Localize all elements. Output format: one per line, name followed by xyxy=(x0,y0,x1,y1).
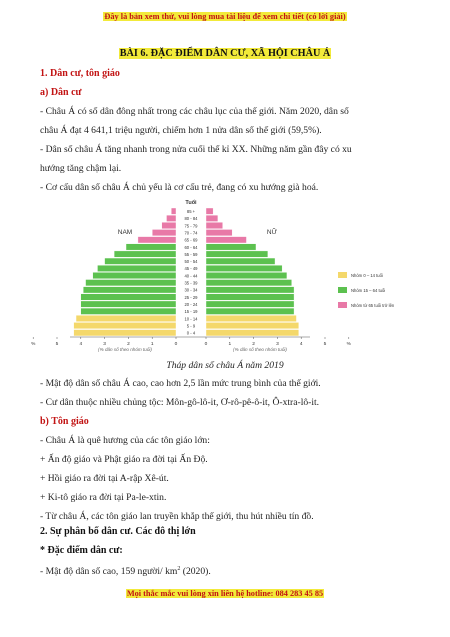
age-group-label: 85 + xyxy=(186,209,196,214)
x-axis xyxy=(31,337,352,347)
age-group-label: 10 - 14 xyxy=(184,316,198,322)
x-tick-label: 4 xyxy=(79,342,83,347)
male-bar xyxy=(83,287,176,293)
male-bar xyxy=(93,272,176,278)
x-tick-label: 1 xyxy=(228,342,232,347)
density-text: - Mật độ dân số cao, 159 người/ km xyxy=(40,566,178,578)
section2-subheading: * Đặc điểm dân cư: xyxy=(40,545,123,556)
document-title-text: BÀI 6. ĐẶC ĐIỂM DÂN CƯ, XÃ HỘI CHÂU Á xyxy=(119,48,331,59)
female-bar xyxy=(206,229,232,235)
legend-swatch xyxy=(338,287,347,293)
age-group-label: 0 - 4 xyxy=(186,330,196,336)
age-group-label: 15 - 19 xyxy=(184,309,198,315)
female-bar xyxy=(206,244,256,250)
text-line: - Châu Á có số dân đông nhất trong các châu lục của thế giới. Năm 2020, dân số xyxy=(40,106,349,117)
paragraph-religion-intro: - Châu Á là quê hương của các tôn giáo lớn: xyxy=(40,435,210,446)
male-bar xyxy=(74,322,176,328)
age-group-label: 50 - 54 xyxy=(184,259,198,265)
male-bar xyxy=(74,330,176,336)
age-group-label: 35 - 39 xyxy=(184,280,198,286)
legend-swatch xyxy=(338,272,347,278)
female-bar xyxy=(206,287,294,293)
female-bar xyxy=(206,308,294,314)
age-group-label: 60 - 64 xyxy=(184,244,198,250)
preview-notice-text: Đây là bản xem thử, vui lòng mua tài liệu để xem chi tiết (có lời giải) xyxy=(104,12,346,21)
male-bar xyxy=(126,244,176,250)
male-bar xyxy=(97,265,176,271)
x-tick-label: % xyxy=(346,342,351,347)
age-group-label: 40 - 44 xyxy=(184,273,198,279)
x-tick-label: 4 xyxy=(299,342,303,347)
section1-heading: 1. Dân cư, tôn giáo xyxy=(40,68,120,79)
x-tick-label: 3 xyxy=(276,342,279,347)
x-tick-label: 2 xyxy=(127,342,130,347)
x-tick-label: 5 xyxy=(55,342,59,347)
age-group-label: 55 - 59 xyxy=(184,251,198,257)
x-tick-label: 3 xyxy=(103,342,106,347)
text-line: - Dân số châu Á tăng nhanh trong nửa cuối thế kỉ XX. Những năm gần đây có xu xyxy=(40,144,352,155)
x-tick-label: 0 xyxy=(174,342,178,347)
female-bar xyxy=(206,301,294,307)
male-bar xyxy=(162,222,176,228)
paragraph-religion-spread: - Từ châu Á, các tôn giáo lan truyền khắp thế giới, thu hút nhiều tín đồ. xyxy=(40,511,314,522)
female-bar xyxy=(206,294,294,300)
female-bar xyxy=(206,258,275,264)
paragraph-density: - Mật độ dân số châu Á cao, cao hơn 2,5 lần mức trung bình của thế giới. xyxy=(40,378,321,389)
paragraph-population-2 xyxy=(40,140,415,178)
paragraph-population-3: - Cơ cấu dân số châu Á chủ yếu là cơ cấu trẻ, đang có xu hướng già hoá. xyxy=(40,182,319,193)
paragraph-islam: + Hồi giáo ra đời tại A-rập Xê-út. xyxy=(40,473,169,484)
paragraph-population-1 xyxy=(40,102,415,140)
legend-label: Nhóm 0 – 14 tuổi xyxy=(351,273,383,278)
x-tick-label: 0 xyxy=(204,342,208,347)
age-group-label: 80 - 84 xyxy=(184,216,198,222)
female-bar xyxy=(206,215,218,221)
chart-legend xyxy=(338,272,395,308)
paragraph-races: - Cư dân thuộc nhiều chủng tộc: Môn-gô-lô-it, Ơ-rô-pê-ô-it, Ô-xtra-lô-it. xyxy=(40,397,320,408)
document-title xyxy=(0,48,450,59)
preview-notice-banner xyxy=(0,12,450,21)
female-bar xyxy=(206,315,296,321)
legend-label: Nhóm 15 – 64 tuổi xyxy=(351,288,386,293)
age-labels xyxy=(184,209,198,336)
female-bar xyxy=(206,330,299,336)
chart-caption: Tháp dân số châu Á năm 2019 xyxy=(166,360,284,371)
x-tick-label: % xyxy=(31,342,36,347)
female-bar xyxy=(206,208,213,214)
female-label: NỮ xyxy=(266,229,278,236)
female-bar xyxy=(206,222,223,228)
age-group-label: 5 - 9 xyxy=(186,323,196,329)
male-bar xyxy=(86,280,176,286)
hotline-banner xyxy=(0,589,450,598)
subsection-b-heading: b) Tôn giáo xyxy=(40,416,89,427)
age-group-label: 20 - 24 xyxy=(184,301,198,307)
male-bar xyxy=(81,301,176,307)
male-bar xyxy=(81,308,176,314)
age-group-label: 65 - 69 xyxy=(184,237,198,243)
section2-heading: 2. Sự phân bố dân cư. Các đô thị lớn xyxy=(40,526,196,537)
paragraph-hinduism-buddhism: + Ấn độ giáo và Phật giáo ra đời tại Ấn Độ. xyxy=(40,454,208,465)
male-bar xyxy=(76,315,176,321)
text-line: châu Á đạt 4 641,1 triệu người, chiếm hơn 1 nửa dân số thế giới (59,5%). xyxy=(40,125,322,136)
density-year: (2020). xyxy=(180,566,211,578)
text-line: hướng tăng chậm lại. xyxy=(40,163,122,174)
x-tick-label: 1 xyxy=(150,342,154,347)
x-tick-label: 2 xyxy=(252,342,255,347)
age-group-label: 70 - 74 xyxy=(184,230,198,236)
subsection-a-heading: a) Dân cư xyxy=(40,87,82,98)
x-note-left: (% dân số theo nhóm tuổi) xyxy=(98,347,152,352)
male-bar xyxy=(114,251,176,257)
male-bar xyxy=(171,208,176,214)
female-bar xyxy=(206,265,282,271)
age-group-label: 45 - 49 xyxy=(184,266,198,272)
female-bar xyxy=(206,237,246,243)
female-bar xyxy=(206,251,268,257)
hotline-text: Mọi thắc mắc vui lòng xin liên hệ hotline: 084 283 45 85 xyxy=(126,589,324,598)
male-bar xyxy=(105,258,176,264)
female-bar xyxy=(206,272,287,278)
male-label: NAM xyxy=(117,229,133,236)
female-bar xyxy=(206,280,292,286)
age-group-label: 30 - 34 xyxy=(184,287,198,293)
x-tick-label: 5 xyxy=(323,342,327,347)
paragraph-density-2020 xyxy=(40,560,415,581)
paragraph-christianity: + Ki-tô giáo ra đời tại Pa-le-xtin. xyxy=(40,492,167,503)
x-note-right: (% dân số theo nhóm tuổi) xyxy=(233,347,287,352)
density-superscript: 2 xyxy=(177,566,181,572)
male-bar xyxy=(81,294,176,300)
population-pyramid-chart xyxy=(31,196,415,356)
male-bar xyxy=(138,237,176,243)
legend-swatch xyxy=(338,302,347,308)
male-bar xyxy=(152,229,176,235)
age-group-label: 25 - 29 xyxy=(184,294,198,300)
male-bar xyxy=(166,215,176,221)
legend-label: Nhóm từ 65 tuổi trở lên xyxy=(351,303,395,308)
age-group-label: 75 - 79 xyxy=(184,223,198,229)
female-bar xyxy=(206,322,299,328)
age-axis-title: Tuổi xyxy=(185,200,197,206)
